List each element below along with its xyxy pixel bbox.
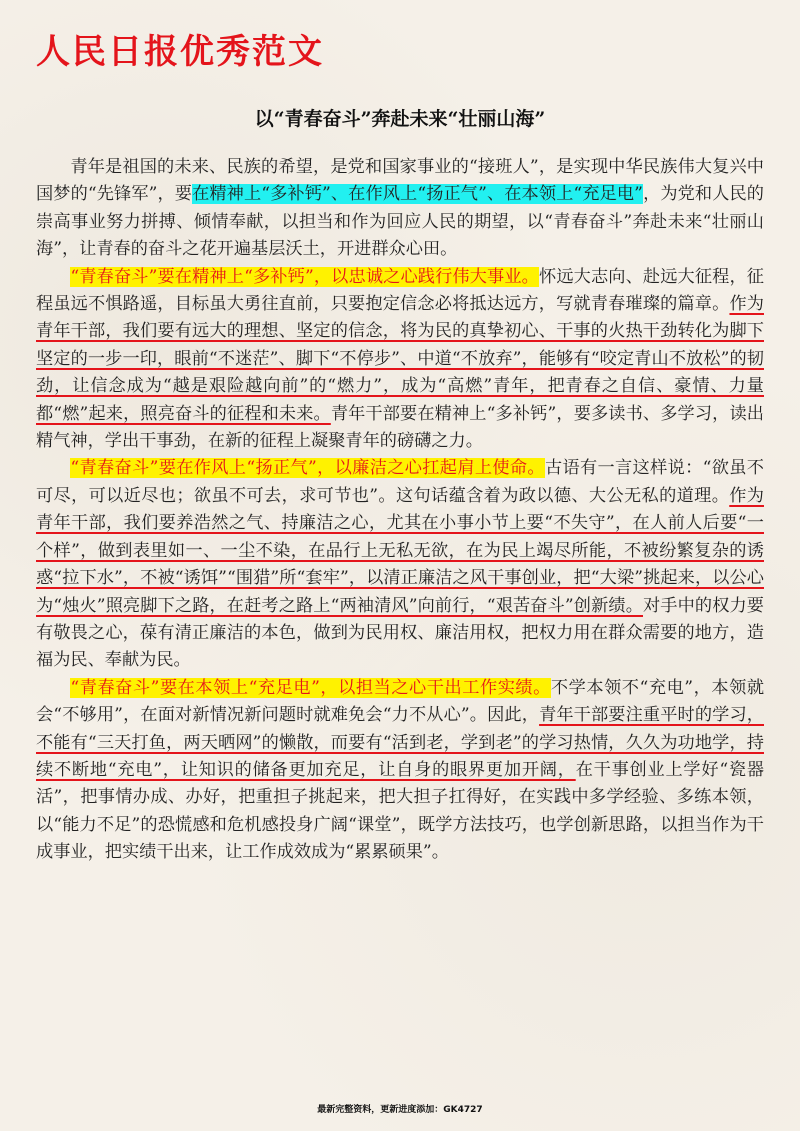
paragraph-4 bbox=[36, 675, 764, 867]
article-body bbox=[36, 154, 764, 867]
p3-text-b: 古语有一言这样说：“欲虽不可尽，可以近尽也；欲虽不可去，求可节也”。这句话蕴含着为政以德、大公无私的道理。 bbox=[36, 458, 764, 506]
header-title: 人民日报优秀范文 bbox=[36, 32, 324, 72]
p2-underlined: 作为青年干部，我们要有远大的理想、坚定的信念，将为民的真挚初心、干事的火热干劲转化为脚下坚定的一步一印，眼前“不迷茫”、脚下“不停步”、中道“不放弃”，能够有“咬定青山不放松”的韧劲，让信念成为“越是艰险越向前”的“燃力”，成为“高燃”青年，把青春之自信、豪情、力量都“燃”起来，照亮奋斗的征程和未来。 bbox=[36, 294, 764, 424]
p3-underlined: 作为青年干部，我们要养浩然之气、持廉洁之心，尤其在小事小节上要“不失守”，在人前人后要“一个样”，做到表里如一、一尘不染，在品行上无私无欲，在为民上竭尽所能，不被纷繁复杂的诱惑“拉下水”，不被“诱饵”“围猎”所“套牢”，以清正廉洁之风干事创业，把“大梁”挑起来，以公心为“烛火”照亮脚下之路，在赶考之路上“两袖清风”向前行，“艰苦奋斗”创新绩。 bbox=[36, 485, 764, 616]
paragraph-3 bbox=[36, 455, 764, 674]
p1-text-a: 青年是祖国的未来、民族的希望，是党和国家事业的“接班人”，是实现中华民族伟大复兴中国梦的“先锋军”，要 bbox=[36, 157, 764, 205]
p3-heading-highlight: “青春奋斗”要在作风上“扬正气”，以廉洁之心扛起肩上使命。 bbox=[70, 458, 545, 479]
p2-heading-highlight: “青春奋斗”要在精神上“多补钙”，以忠诚之心践行伟大事业。 bbox=[70, 266, 539, 287]
paragraph-2 bbox=[36, 264, 764, 456]
p4-text-d: 在干事创业上学好“瓷器活”，把事情办成、办好，把重担子挑起来，把大担子扛得好，在实践中多学经验、多练本领，以“能力不足”的恐慌感和危机感投身广阔“课堂”，既学方法技巧，也学创新思路，以担当作为干成事业，把实绩干出来，让工作成效成为“累累硕果”。 bbox=[36, 759, 765, 863]
p1-highlight: 在精神上“多补钙”、在作风上“扬正气”、在本领上“充足电” bbox=[192, 184, 643, 205]
footer-note: 最新完整资料，更新进度添加：GK4727 bbox=[317, 1105, 483, 1115]
p2-text-d: 青年干部要在精神上“多补钙”，要多读书、多学习，读出精气神，学出干事劲，在新的征程上凝聚青年的磅礴之力。 bbox=[36, 403, 764, 452]
p4-heading-highlight: “青春奋斗”要在本领上“充足电”，以担当之心干出工作实绩。 bbox=[70, 677, 551, 698]
p4-text-b: 不学本领不“充电”，本领就会“不够用”，在面对新情况新问题时就难免会“力不从心”。因此， bbox=[36, 677, 765, 726]
article-title: 以“青春奋斗”奔赴未来“壮丽山海” bbox=[254, 108, 546, 130]
p4-underlined: 青年干部要注重平时的学习，不能有“三天打鱼，两天晒网”的懒散，而要有“活到老，学到老”的学习热情，久久为功地学，持续不断地“充电”，让知识的储备更加充足，让自身的眼界更加开阔， bbox=[36, 705, 764, 780]
p2-text-b: 怀远大志向、赴远大征程，征程虽远不惧路遥，目标虽大勇往直前，只要抱定信念必将抵达远方，写就青春璀璨的篇章。 bbox=[36, 266, 764, 315]
p3-text-d: 对手中的权力要有敬畏之心，葆有清正廉洁的本色，做到为民用权、廉洁用权，把权力用在群众需要的地方，造福为民、奉献为民。 bbox=[36, 595, 764, 671]
paragraph-1 bbox=[36, 154, 764, 264]
p1-text-c: ，为党和人民的崇高事业努力拼搏、倾情奉献，以担当和作为回应人民的期望，以“青春奋斗”奔赴未来“壮丽山海”，让青春的奋斗之花开遍基层沃土，开进群众心田。 bbox=[36, 184, 764, 260]
